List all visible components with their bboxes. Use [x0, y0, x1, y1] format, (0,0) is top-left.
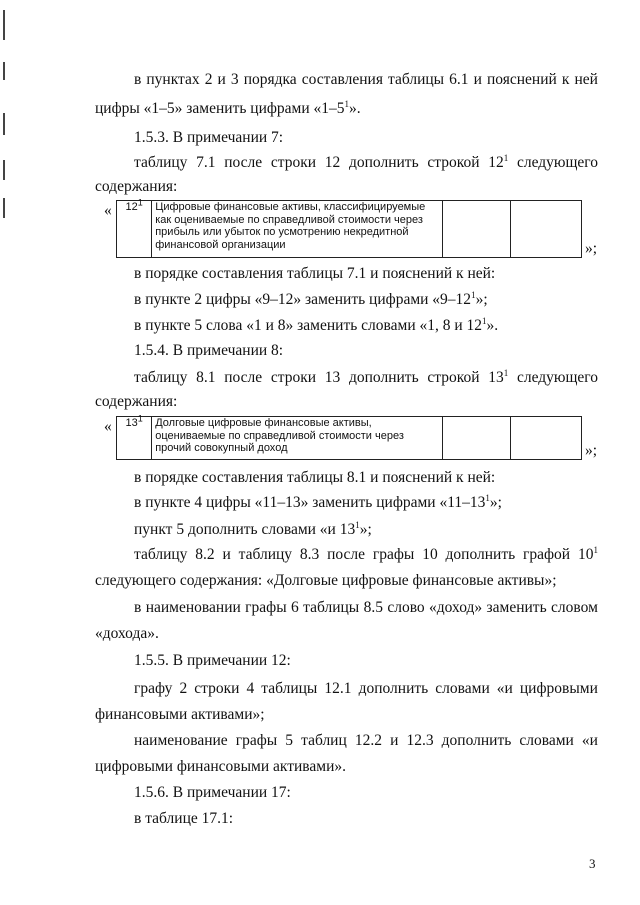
word: строки	[270, 369, 317, 386]
paragraph-line: финансовыми активами»;	[95, 706, 265, 723]
word: 2	[179, 680, 188, 697]
paragraph-line: таблицу 8.2 и таблицу 8.3 после графы 10 дополнить графой $10^1$	[134, 544, 598, 563]
scan-mark	[3, 160, 5, 180]
word: графы	[245, 599, 287, 616]
row-text-cell: Долговые цифровые финансовые активы, оцениваемые по справедливой стоимости через прочий совокупный доход	[152, 417, 443, 460]
row-text-cell: Цифровые финансовые активы, классифицируемые как оцениваемые по справедливой стоимости через прибыль или убыток по усмотрению некредитной финансовой организации	[152, 201, 443, 258]
section-heading: 1.5.6. В примечании 17:	[134, 784, 291, 801]
row-number-cell: $12^1$	[117, 201, 152, 258]
word: 10	[422, 546, 438, 563]
paragraph-line	[134, 679, 598, 699]
paragraph-line: пункт 5 дополнить словами «и $13^1$»;	[134, 519, 372, 538]
word: графы	[235, 732, 278, 749]
row-number-cell: $13^1$	[117, 417, 152, 460]
empty-cell	[510, 417, 581, 460]
paragraph-line: цифры «1–5» заменить цифрами «$1-5^1$».	[95, 98, 361, 117]
word: и	[390, 732, 399, 749]
paragraph-line: таблицу 8.1 после строки 13 дополнить строкой $13^1$ следующего	[134, 367, 598, 386]
word: и	[217, 71, 226, 88]
close-quote: »;	[585, 240, 598, 257]
word: строкой	[427, 369, 480, 386]
open-quote: «	[104, 418, 112, 435]
word: наименовании	[145, 599, 241, 616]
word: дополнить	[441, 732, 512, 749]
paragraph-line: таблицу 7.1 после строки 12 дополнить строкой $12^1$ следующего	[134, 152, 598, 171]
word: в	[134, 71, 142, 88]
paragraph-line: «дохода».	[95, 625, 159, 642]
word: 7.1	[196, 154, 216, 171]
word: 8.2	[195, 546, 215, 563]
paragraph-line: содержания:	[95, 178, 178, 195]
scan-mark	[3, 198, 5, 218]
word: в	[134, 599, 142, 616]
word: таблицу	[134, 154, 188, 171]
word: дополнить	[349, 369, 419, 386]
section-heading: 1.5.5. В примечании 12:	[134, 652, 291, 669]
word: графу	[134, 680, 173, 697]
scan-mark	[3, 62, 5, 80]
word: строки	[270, 154, 317, 171]
page-number: 3	[589, 856, 596, 871]
word: и	[222, 546, 231, 563]
word: 5	[285, 732, 294, 749]
section-heading: 1.5.4. В примечании 8:	[134, 342, 284, 359]
paragraph-line: в порядке составления таблицы 7.1 и пояснений к ней:	[134, 265, 496, 282]
word: строкой	[427, 154, 480, 171]
word: графы	[372, 546, 415, 563]
word: таблиц	[301, 732, 347, 749]
scan-mark	[3, 113, 5, 135]
word: пунктах	[146, 71, 200, 88]
paragraph-line: в таблице 17.1:	[134, 810, 234, 827]
word: 13	[324, 369, 341, 386]
word: 12	[324, 154, 341, 171]
word: заменить	[486, 599, 547, 616]
word: порядка	[243, 71, 297, 88]
word: таблицу	[134, 369, 188, 386]
scan-mark	[3, 10, 5, 40]
word: 2	[204, 71, 213, 88]
word: словами	[435, 680, 490, 697]
word: 8.3	[299, 546, 320, 563]
word: слово	[387, 599, 425, 616]
word: таблицу	[238, 546, 293, 563]
word: 8.5	[363, 599, 383, 616]
word: цифровыми	[519, 680, 598, 697]
empty-cell	[443, 417, 510, 460]
section-heading: 1.5.3. В примечании 7:	[134, 129, 284, 146]
paragraph-line: в пункте 4 цифры «11–13» заменить цифрами «$11-13^1$»;	[134, 492, 502, 511]
word: «доход»	[429, 599, 483, 616]
word: к	[561, 71, 570, 88]
paragraph-line: в пункте 5 слова «1 и 8» заменить словами «1, 8 и $12^1$».	[134, 315, 499, 334]
word: 12.3	[406, 732, 434, 749]
word: словами	[519, 732, 574, 749]
word: 6.1	[449, 71, 469, 88]
paragraph-line: в порядке составления таблицы 8.1 и пояснений к ней:	[134, 469, 496, 486]
word: «и	[581, 732, 598, 749]
word: 3	[230, 71, 239, 88]
paragraph-line	[134, 731, 598, 751]
word: 6	[291, 599, 299, 616]
word: составления	[301, 71, 383, 88]
paragraph-line	[134, 70, 598, 90]
inserted-row-table	[116, 413, 582, 460]
word: после	[224, 369, 263, 386]
word: таблицу	[134, 546, 188, 563]
paragraph-line: цифровыми финансовыми активами».	[95, 758, 346, 775]
empty-cell	[443, 201, 510, 258]
word: дополнить	[358, 680, 429, 697]
open-quote: «	[104, 202, 112, 219]
inserted-row-table	[116, 197, 582, 258]
word: «и	[496, 680, 513, 697]
word: ней	[574, 71, 598, 88]
word: таблицы	[388, 71, 445, 88]
paragraph-line	[134, 598, 598, 618]
word: таблицы	[303, 599, 360, 616]
close-quote: »;	[585, 442, 598, 459]
word: пояснений	[486, 71, 557, 88]
word: после	[224, 154, 263, 171]
word: словом	[551, 599, 598, 616]
word: дополнить	[349, 154, 419, 171]
word: 12.1	[324, 680, 352, 697]
paragraph-line: содержания:	[95, 393, 178, 410]
paragraph-line: в пункте 2 цифры «9–12» заменить цифрами «$9-12^1$»;	[134, 289, 488, 308]
word: 12.2	[354, 732, 382, 749]
word: наименование	[134, 732, 228, 749]
word: 4	[246, 680, 255, 697]
paragraph-line: следующего содержания: «Долговые цифровые финансовые активы»;	[95, 572, 557, 589]
word: строки	[194, 680, 240, 697]
word: дополнить	[445, 546, 516, 563]
word: таблицы	[261, 680, 318, 697]
word: графой	[523, 546, 571, 563]
word: и	[473, 71, 482, 88]
word: после	[327, 546, 366, 563]
word: 8.1	[196, 369, 216, 386]
empty-cell	[510, 201, 581, 258]
